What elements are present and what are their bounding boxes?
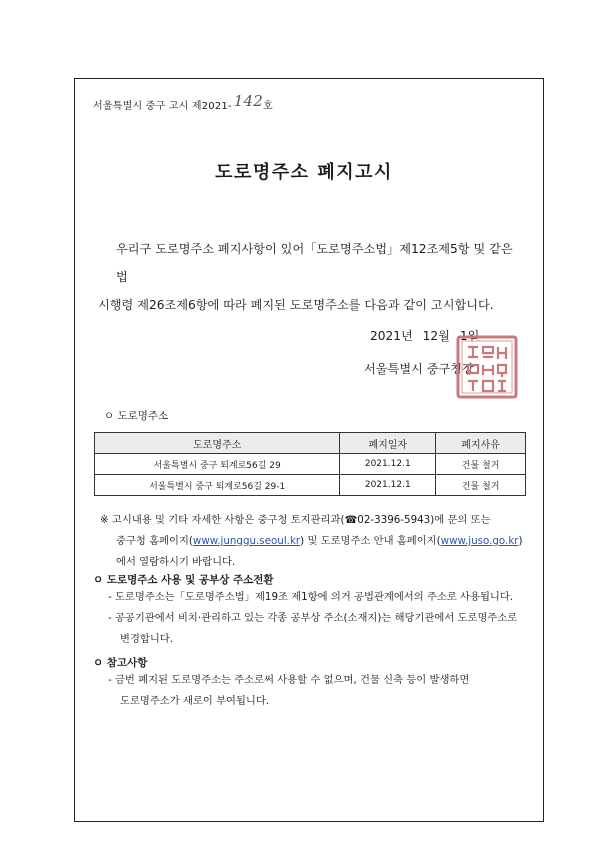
conversion-item-2a: - 공공기관에서 비치·관리하고 있는 각종 공부상 주소(소재지)는 해당기관에서 도로명주소로 (108, 612, 518, 624)
section-reference-title: ㅇ 참고사항 (93, 657, 148, 669)
reference-item-1b: 도로명주소가 새로이 부여됩니다. (120, 695, 270, 707)
table-cell-address: 서울특별시 중구 퇴계로56길 29 (95, 454, 340, 475)
table-row (95, 454, 526, 475)
issuer-name: 서울특별시 중구청장 (364, 362, 474, 376)
conversion-item-1: - 도로명주소는「도로명주소법」제19조 제1항에 의거 공법관계에서의 주소로 사용됩니다. (108, 591, 514, 603)
junggu-homepage-link[interactable]: www.junggu.seoul.kr (192, 535, 301, 547)
table-cell-address: 서울특별시 중구 퇴계로56길 29-1 (95, 475, 340, 496)
reference-item-1a: - 금번 폐지된 도로명주소는 주소로써 사용할 수 없으며, 건물 신축 등이 발생하면 (108, 674, 470, 686)
section-address-conversion-title: ㅇ 도로명주소 사용 및 공부상 주소전환 (93, 574, 274, 586)
table-cell-reason: 건물 철거 (436, 475, 526, 496)
notice-number-prefix: 서울특별시 중구 고시 제2021- (93, 101, 232, 112)
table-cell-date: 2021.12.1 (340, 475, 436, 496)
table-header-date: 폐지일자 (340, 433, 436, 454)
note-line-3: 에서 열람하시기 바랍니다. (116, 556, 236, 568)
table-cell-reason: 건물 철거 (436, 454, 526, 475)
section-road-address-title: ㅇ 도로명주소 (104, 410, 169, 422)
note-mark: ※ (100, 514, 109, 526)
official-seal-icon (456, 335, 518, 399)
table-header-row (95, 433, 526, 454)
body-line-2: 시행령 제26조제6항에 따라 폐지된 도로명주소를 다음과 같이 고시합니다. (98, 298, 494, 312)
note-line-2-c: ) (518, 535, 523, 547)
body-line-1: 우리구 도로명주소 폐지사항이 있어「도로명주소법」제12조제5항 및 같은 법 (116, 242, 513, 284)
juso-homepage-link[interactable]: www.juso.go.kr (440, 535, 519, 547)
issue-date: 2021년 12월 1일 (370, 329, 480, 343)
note-line-2-b: ) 및 도로명주소 안내 홈페이지( (300, 535, 441, 547)
road-address-table (94, 432, 526, 496)
table-header-reason: 폐지사유 (436, 433, 526, 454)
table-cell-date: 2021.12.1 (340, 454, 436, 475)
document-title: 도로명주소 폐지고시 (215, 162, 393, 183)
notice-number (93, 92, 273, 113)
notice-number-suffix: 호 (263, 101, 273, 112)
body-paragraph (98, 235, 528, 319)
note-line-2 (100, 531, 540, 552)
contact-note (100, 510, 540, 573)
note-line-1: 고시내용 및 기타 자세한 사항은 중구청 토지관리과(☎02-3396-5943)에 문의 또는 (111, 514, 491, 526)
notice-number-handwritten: 142 (233, 92, 264, 110)
table-header-address: 도로명주소 (95, 433, 340, 454)
note-line-2-a: 중구청 홈페이지( (116, 535, 193, 547)
conversion-item-2b: 변경합니다. (120, 633, 174, 645)
table-row (95, 475, 526, 496)
